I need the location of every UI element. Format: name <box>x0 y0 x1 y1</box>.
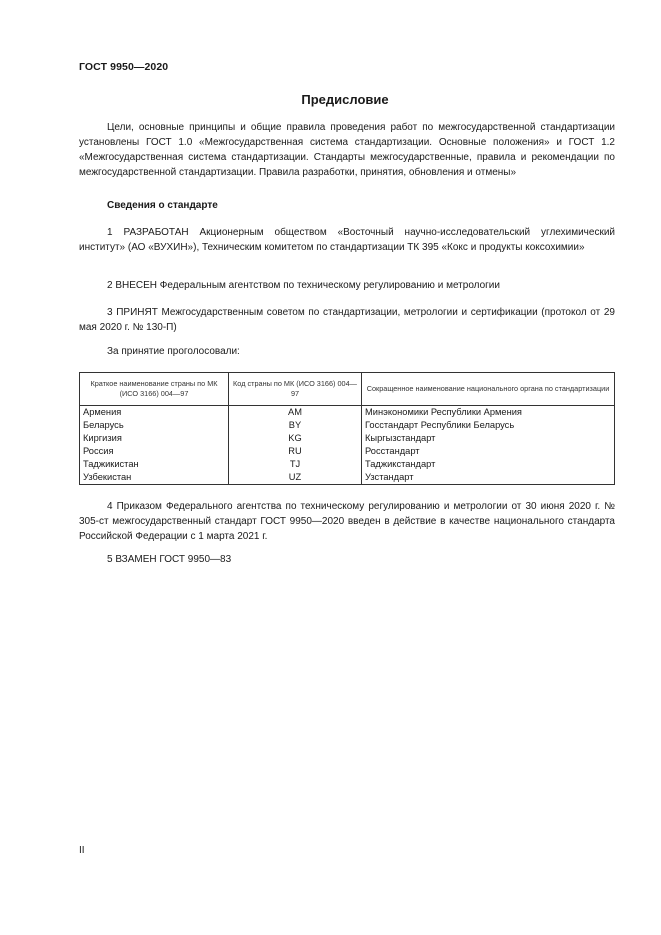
column-header-code: Код страны по МК (ИСО 3166) 004—97 <box>229 373 362 406</box>
item-enacted: 4 Приказом Федерального агентства по техническому регулированию и метрологии от 30 июня 2020 г. № 305-ст межгосударственный стандарт ГОСТ 9950—2020 введен в действие в качестве национального стандарта Российской Федерации с 1 марта 2021 г. <box>79 501 615 542</box>
country-cell: Узбекистан <box>80 471 229 485</box>
item-replaces: 5 ВЗАМЕН ГОСТ 9950—83 <box>107 554 232 565</box>
code-cell: TJ <box>229 458 362 471</box>
table-row <box>80 471 615 485</box>
table-row <box>80 432 615 445</box>
voting-countries-table <box>79 372 615 485</box>
country-cell: Киргизия <box>80 432 229 445</box>
table-row <box>80 406 615 420</box>
intro-paragraph: Цели, основные принципы и общие правила проведения работ по межгосударственной стандартизации установлены ГОСТ 1.0 «Межгосударственная система стандартизации. Основные положения» и ГОСТ 1.2 «Межгосударственная система стандартизации. Стандарты межгосударственные, правила и рекомендации по межгосударственной стандартизации. Правила разработки, принятия, обновления и отмены» <box>79 122 615 178</box>
column-header-country: Краткое наименование страны по МК (ИСО 3166) 004—97 <box>80 373 229 406</box>
column-header-body: Сокращенное наименование национального органа по стандартизации <box>362 373 615 406</box>
country-cell: Беларусь <box>80 419 229 432</box>
code-cell: UZ <box>229 471 362 485</box>
body-cell: Росстандарт <box>362 445 615 458</box>
table-header-row <box>80 373 615 406</box>
country-cell: Таджикистан <box>80 458 229 471</box>
vote-label: За принятие проголосовали: <box>107 346 240 357</box>
table-row <box>80 458 615 471</box>
code-cell: BY <box>229 419 362 432</box>
body-cell: Таджикстандарт <box>362 458 615 471</box>
body-cell: Госстандарт Республики Беларусь <box>362 419 615 432</box>
code-cell: RU <box>229 445 362 458</box>
body-cell: Кыргызстандарт <box>362 432 615 445</box>
page-title: Предисловие <box>301 92 389 107</box>
section-heading: Сведения о стандарте <box>107 200 218 211</box>
table-row <box>80 419 615 432</box>
page-number: II <box>79 845 85 856</box>
item-adopted: 3 ПРИНЯТ Межгосударственным советом по стандартизации, метрологии и сертификации (протокол от 29 мая 2020 г. № 130-П) <box>79 307 615 333</box>
body-cell: Минэкономики Республики Армения <box>362 406 615 420</box>
table-row <box>80 445 615 458</box>
code-cell: AM <box>229 406 362 420</box>
country-cell: Армения <box>80 406 229 420</box>
country-cell: Россия <box>80 445 229 458</box>
code-cell: KG <box>229 432 362 445</box>
body-cell: Узстандарт <box>362 471 615 485</box>
item-developed: 1 РАЗРАБОТАН Акционерным обществом «Восточный научно-исследовательский углехимический институт» (АО «ВУХИН»), Техническим комитетом по стандартизации ТК 395 «Кокс и продукты коксохимии» <box>79 227 615 253</box>
item-introduced: 2 ВНЕСЕН Федеральным агентством по техническому регулированию и метрологии <box>107 280 500 291</box>
document-header: ГОСТ 9950—2020 <box>79 61 169 73</box>
